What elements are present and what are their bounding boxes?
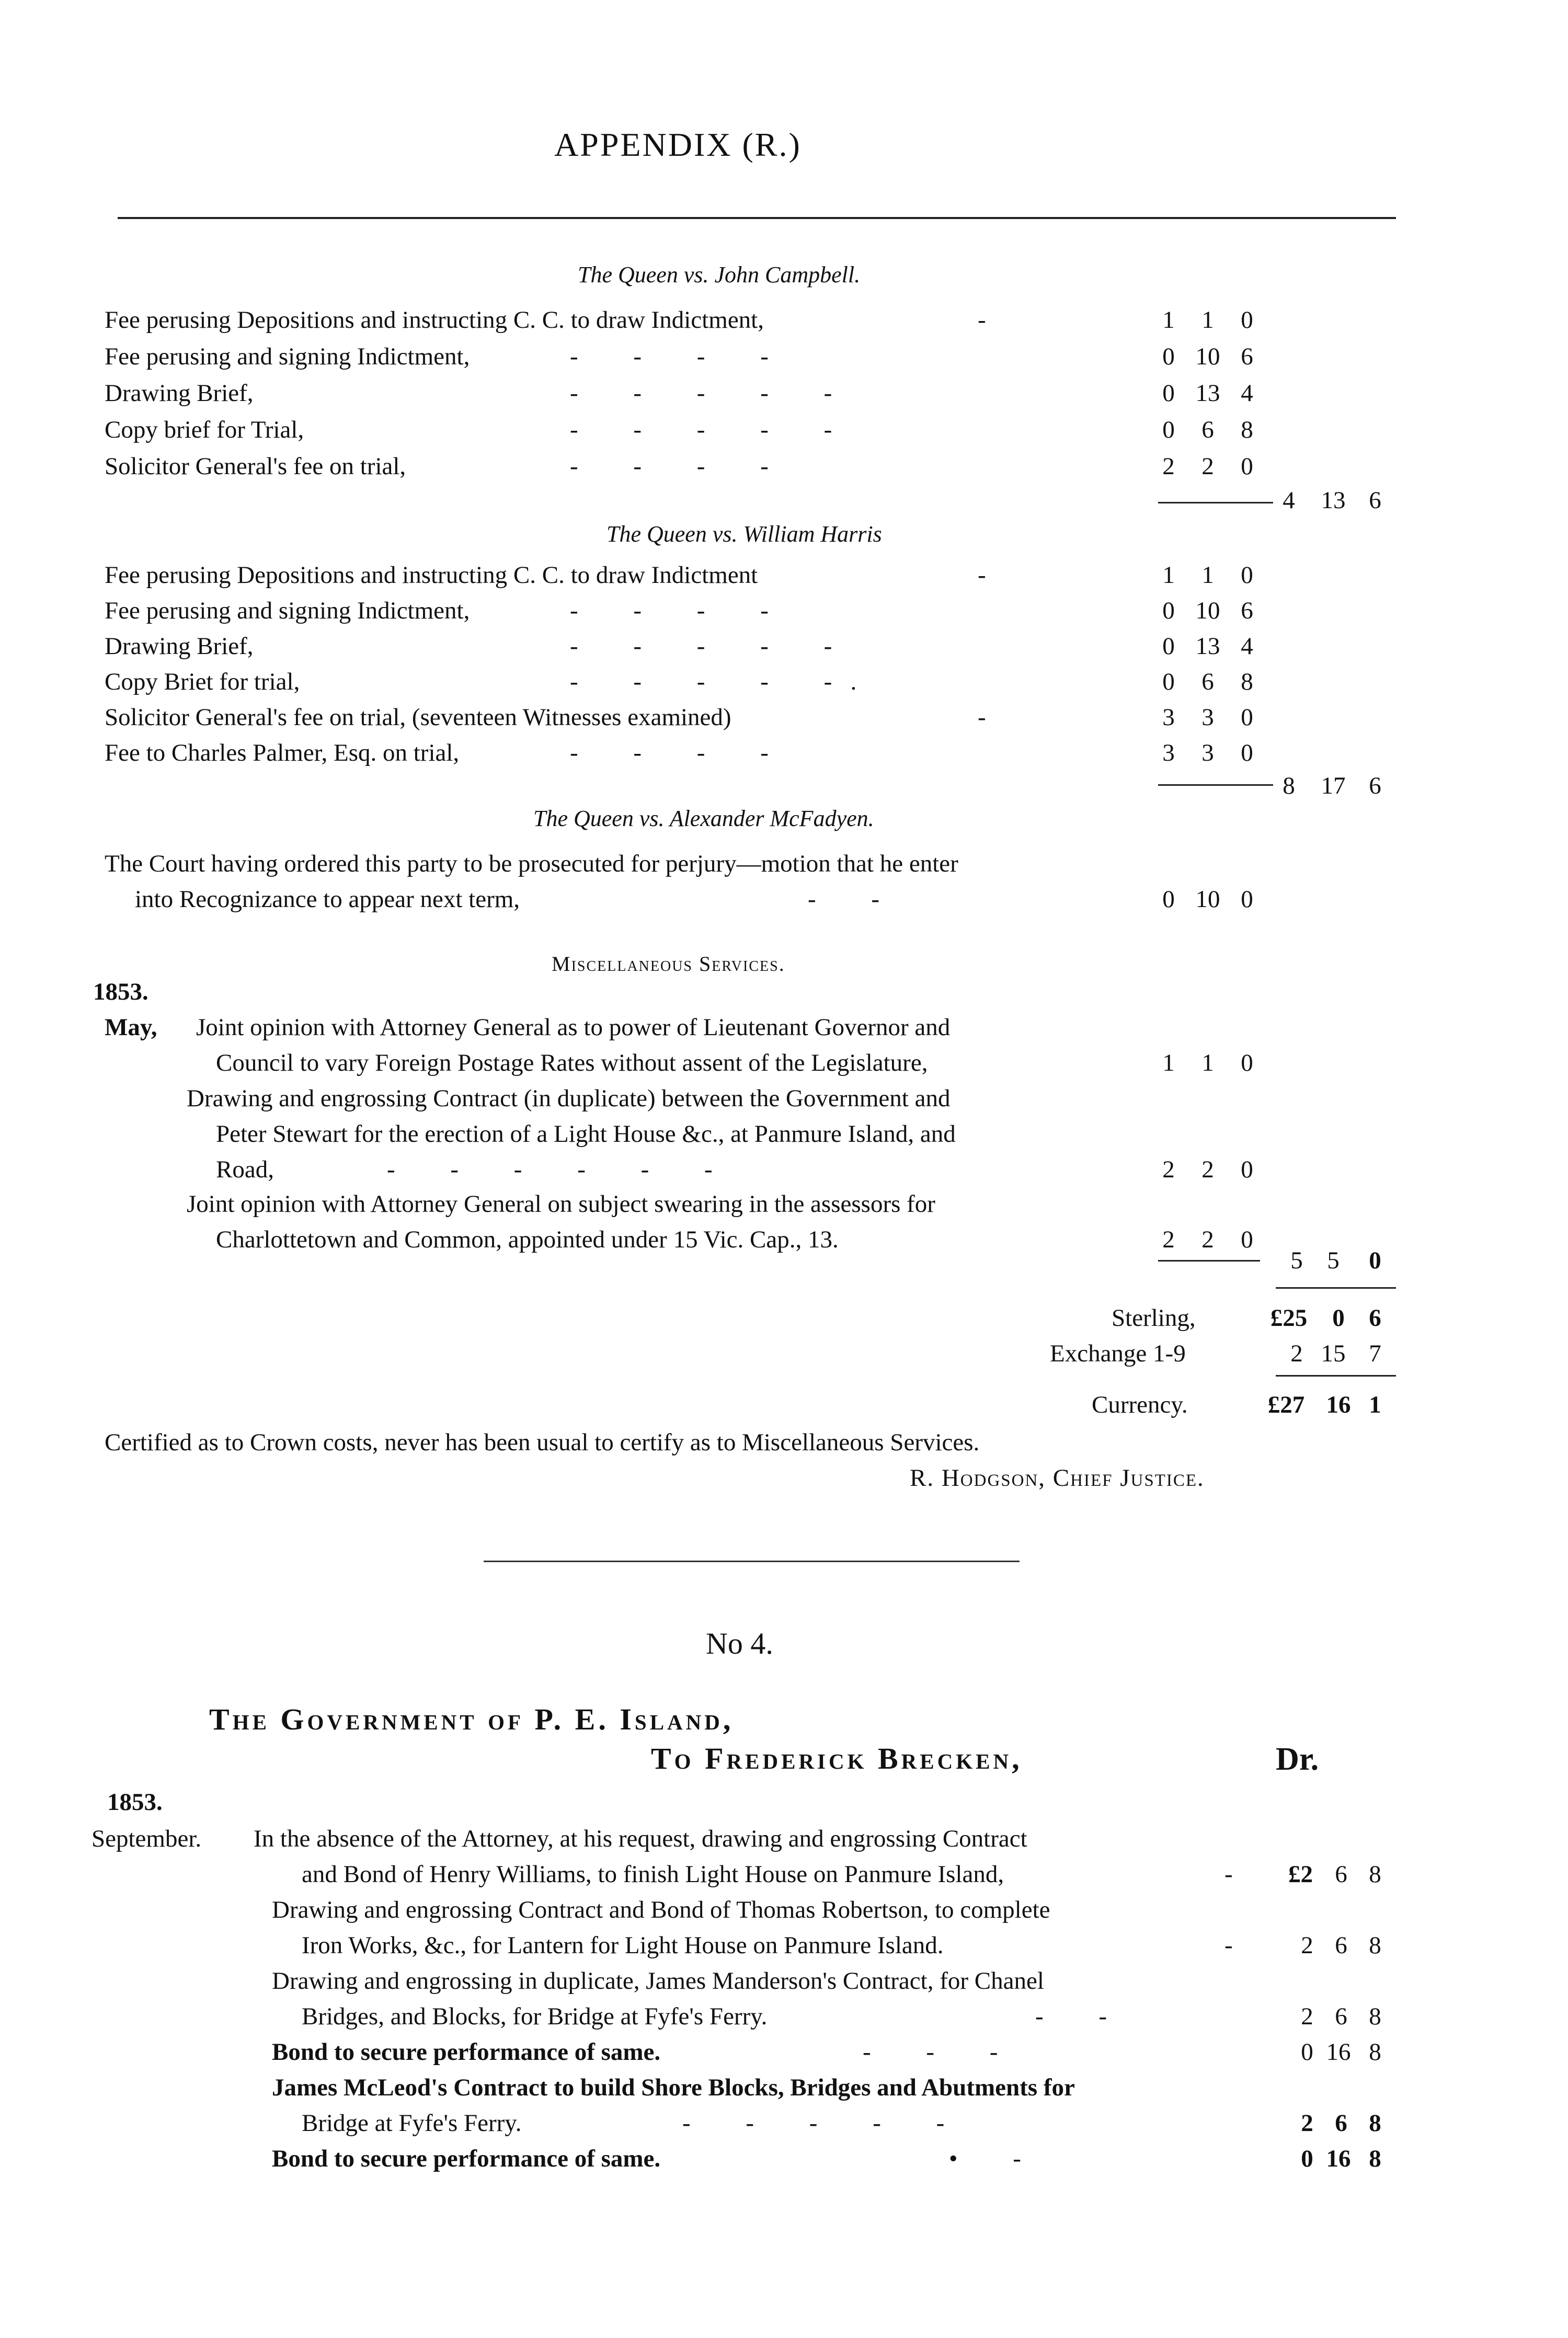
no4-row-5-line-1: James McLeod's Contract to build Shore Blocks, Bridges and Abutments for <box>272 2074 1075 2101</box>
amount-pence: 8 <box>1369 1932 1381 1959</box>
ledger-row-label: Copy Briet for trial, <box>105 668 300 695</box>
total-pounds: 8 <box>1283 772 1295 799</box>
amount-pence: 0 <box>1241 306 1253 334</box>
no4-row-4-dash: - - - <box>863 2038 998 2066</box>
total-pence: 6 <box>1369 772 1381 799</box>
ledger-row-dash: - - - - <box>570 739 769 766</box>
amount-pence: 8 <box>1369 1861 1381 1888</box>
no4-row-1-dash: - <box>1224 1861 1233 1888</box>
amount-shillings: 10 <box>1195 597 1220 624</box>
ledger-row-dash: - - - - <box>570 343 769 370</box>
total-shillings: 17 <box>1321 772 1346 799</box>
amount-pounds: 2 <box>1162 453 1175 480</box>
misc-heading: Miscellaneous Services. <box>552 952 785 976</box>
total-pence: 6 <box>1369 487 1381 514</box>
sterling-label: Sterling, <box>1112 1304 1196 1332</box>
amount-shillings: 13 <box>1195 380 1220 407</box>
amount-pounds: 0 <box>1162 597 1175 624</box>
page-title: APPENDIX (R.) <box>554 126 802 163</box>
amount-shillings: 6 <box>1201 668 1214 695</box>
amount-pounds: 1 <box>1162 1049 1175 1076</box>
amount-pence: 0 <box>1241 561 1253 589</box>
exchange-pence: 7 <box>1369 1340 1381 1367</box>
case-heading-harris: The Queen vs. William Harris <box>606 521 882 547</box>
no4-year: 1853. <box>107 1789 163 1816</box>
amount-pence: 4 <box>1241 633 1253 660</box>
amount-shillings: 1 <box>1201 1049 1214 1076</box>
amount-pence: 0 <box>1241 739 1253 766</box>
ledger-row-dash: - - - - - . <box>570 668 857 695</box>
misc-entry-2-line-2: Peter Stewart for the erection of a Light House &c., at Panmure Island, and <box>216 1120 956 1148</box>
amount-pounds: £2 <box>1288 1861 1313 1888</box>
amount-shillings: 6 <box>1201 416 1214 443</box>
sterling-pence: 6 <box>1369 1304 1381 1332</box>
amount-pence: 8 <box>1241 416 1253 443</box>
no4-government: The Government of P. E. Island, <box>209 1702 734 1736</box>
header-rule <box>118 217 1396 219</box>
amount-pounds: 0 <box>1162 668 1175 695</box>
amount-shillings: 3 <box>1201 739 1214 766</box>
amount-pence: 0 <box>1241 704 1253 731</box>
misc-entry-2-dash: - - - - - - <box>387 1156 713 1183</box>
total-rule <box>1276 1287 1396 1289</box>
ledger-row-dash: - - - - - <box>570 416 832 443</box>
currency-shillings: 16 <box>1326 1391 1351 1418</box>
misc-entry-3-line-1: Joint opinion with Attorney General on subject swearing in the assessors for <box>187 1190 935 1218</box>
no4-row-5-line-2: Bridge at Fyfe's Ferry. <box>302 2110 522 2137</box>
amount-pence: 0 <box>1241 453 1253 480</box>
ledger-row-label: Drawing Brief, <box>105 633 254 660</box>
misc-entry-3-line-2: Charlottetown and Common, appointed under 15 Vic. Cap., 13. <box>216 1226 839 1253</box>
amount-shillings: 16 <box>1326 2145 1351 2172</box>
misc-entry-1-line-2: Council to vary Foreign Postage Rates without assent of the Legislature, <box>216 1049 928 1076</box>
ledger-row-dash: - <box>978 306 986 334</box>
amount-shillings: 2 <box>1201 1226 1214 1253</box>
amount-shillings: 10 <box>1195 886 1220 913</box>
currency-label: Currency. <box>1092 1391 1188 1418</box>
amount-pence: 4 <box>1241 380 1253 407</box>
no4-row-4-line-1: Bond to secure performance of same. <box>272 2038 661 2066</box>
amount-pence: 8 <box>1369 2110 1381 2137</box>
amount-pence: 8 <box>1241 668 1253 695</box>
ledger-row-label: Fee to Charles Palmer, Esq. on trial, <box>105 739 460 766</box>
no4-row-3-line-2: Bridges, and Blocks, for Bridge at Fyfe's Ferry. <box>302 2003 768 2030</box>
no4-row-6-line-1: Bond to secure performance of same. <box>272 2145 661 2172</box>
currency-pounds: £27 <box>1267 1391 1305 1418</box>
ledger-row-label: Solicitor General's fee on trial, (seventeen Witnesses examined) <box>105 704 731 731</box>
amount-shillings: 2 <box>1201 1156 1214 1183</box>
currency-pence: 1 <box>1369 1391 1381 1418</box>
no4-row-1-line-2: and Bond of Henry Williams, to finish Light House on Panmure Island, <box>302 1861 1004 1888</box>
amount-pounds: 0 <box>1301 2145 1313 2172</box>
misc-entry-1-line-1: Joint opinion with Attorney General as to power of Lieutenant Governor and <box>196 1014 951 1041</box>
amount-shillings: 3 <box>1201 704 1214 731</box>
amount-pounds: 3 <box>1162 704 1175 731</box>
case-heading-mcfadyen: The Queen vs. Alexander McFadyen. <box>533 806 874 831</box>
no4-to: To Frederick Brecken, <box>651 1741 1023 1775</box>
total-pounds: 5 <box>1290 1247 1303 1274</box>
ledger-row-dash: - <box>978 561 986 589</box>
amount-pounds: 0 <box>1162 343 1175 370</box>
sterling-shillings: 0 <box>1332 1304 1345 1332</box>
mcfadyen-line-1: The Court having ordered this party to be prosecuted for perjury—motion that he enter <box>105 850 958 877</box>
amount-pence: 6 <box>1241 597 1253 624</box>
amount-shillings: 6 <box>1335 2110 1347 2137</box>
amount-pounds: 3 <box>1162 739 1175 766</box>
amount-pence: 0 <box>1241 1049 1253 1076</box>
amount-pounds: 0 <box>1162 380 1175 407</box>
amount-shillings: 2 <box>1201 453 1214 480</box>
total-shillings: 5 <box>1327 1247 1340 1274</box>
amount-shillings: 13 <box>1195 633 1220 660</box>
ledger-row-label: Fee perusing and signing Indictment, <box>105 597 470 624</box>
ledger-row-label: Fee perusing Depositions and instructing C. C. to draw Indictment, <box>105 306 764 334</box>
no4-title: No 4. <box>706 1626 773 1660</box>
amount-pounds: 1 <box>1162 306 1175 334</box>
ledger-row-dash: - - - - - <box>570 380 832 407</box>
amount-pence: 6 <box>1241 343 1253 370</box>
misc-month: May, <box>105 1014 157 1041</box>
amount-shillings: 1 <box>1201 561 1214 589</box>
amount-pounds: 2 <box>1301 1932 1313 1959</box>
amount-pence: 8 <box>1369 2145 1381 2172</box>
exchange-rule <box>1276 1375 1396 1377</box>
ledger-row-label: Fee perusing and signing Indictment, <box>105 343 470 370</box>
amount-shillings: 6 <box>1335 1932 1347 1959</box>
amount-pounds: 2 <box>1301 2003 1313 2030</box>
no4-month: September. <box>91 1825 202 1852</box>
amount-pence: 0 <box>1241 886 1253 913</box>
misc-entry-2-line-1: Drawing and engrossing Contract (in duplicate) between the Government and <box>187 1085 951 1112</box>
total-pence: 0 <box>1369 1247 1381 1274</box>
no4-row-2-line-2: Iron Works, &c., for Lantern for Light House on Panmure Island. <box>302 1932 944 1959</box>
amount-pence: 0 <box>1241 1226 1253 1253</box>
subtotal-rule <box>1158 1260 1260 1262</box>
ledger-row-label: Fee perusing Depositions and instructing C. C. to draw Indictment <box>105 561 758 589</box>
exchange-pounds: 2 <box>1290 1340 1303 1367</box>
ledger-row-label: Drawing Brief, <box>105 380 254 407</box>
amount-pounds: 1 <box>1162 561 1175 589</box>
no4-row-6-dash: • - <box>949 2145 1021 2172</box>
ledger-row-dash: - <box>978 704 986 731</box>
ledger-row-dash: - - - - <box>570 597 769 624</box>
subtotal-rule <box>1158 502 1273 503</box>
no4-row-1-line-1: In the absence of the Attorney, at his request, drawing and engrossing Contract <box>254 1825 1027 1852</box>
subtotal-rule <box>1158 784 1273 786</box>
total-shillings: 13 <box>1321 487 1346 514</box>
amount-shillings: 16 <box>1326 2038 1351 2066</box>
misc-year: 1853. <box>93 978 148 1005</box>
amount-shillings: 6 <box>1335 1861 1347 1888</box>
amount-pounds: 0 <box>1162 886 1175 913</box>
amount-pounds: 0 <box>1162 416 1175 443</box>
amount-pence: 0 <box>1241 1156 1253 1183</box>
amount-shillings: 6 <box>1335 2003 1347 2030</box>
no4-dr: Dr. <box>1276 1741 1319 1777</box>
sterling-pounds: £25 <box>1270 1304 1308 1332</box>
certified-note: Certified as to Crown costs, never has been usual to certify as to Miscellaneous Services. <box>105 1429 980 1456</box>
amount-shillings: 10 <box>1195 343 1220 370</box>
exchange-label: Exchange 1-9 <box>1050 1340 1186 1367</box>
no4-row-3-line-1: Drawing and engrossing in duplicate, James Manderson's Contract, for Chanel <box>272 1967 1044 1995</box>
amount-pence: 8 <box>1369 2038 1381 2066</box>
no4-row-2-dash: - <box>1224 1932 1233 1959</box>
section-divider <box>484 1561 1020 1562</box>
amount-shillings: 1 <box>1201 306 1214 334</box>
ledger-row-dash: - - - - <box>570 453 769 480</box>
mcfadyen-dash: - - <box>808 886 880 913</box>
amount-pence: 8 <box>1369 2003 1381 2030</box>
amount-pounds: 2 <box>1162 1156 1175 1183</box>
no4-row-3-dash: - - <box>1035 2003 1107 2030</box>
ledger-row-label: Copy brief for Trial, <box>105 416 304 443</box>
amount-pounds: 2 <box>1162 1226 1175 1253</box>
amount-pounds: 0 <box>1301 2038 1313 2066</box>
mcfadyen-line-2: into Recognizance to appear next term, <box>135 886 520 913</box>
no4-row-5-dash: - - - - - <box>682 2110 945 2137</box>
exchange-shillings: 15 <box>1321 1340 1346 1367</box>
misc-entry-2-line-3: Road, <box>216 1156 274 1183</box>
amount-pounds: 2 <box>1301 2110 1313 2137</box>
signature: R. Hodgson, Chief Justice. <box>910 1464 1205 1492</box>
amount-pounds: 0 <box>1162 633 1175 660</box>
total-pounds: 4 <box>1283 487 1295 514</box>
ledger-row-label: Solicitor General's fee on trial, <box>105 453 406 480</box>
ledger-row-dash: - - - - - <box>570 633 832 660</box>
no4-row-2-line-1: Drawing and engrossing Contract and Bond of Thomas Robertson, to complete <box>272 1896 1050 1923</box>
case-heading-campbell: The Queen vs. John Campbell. <box>578 262 861 288</box>
